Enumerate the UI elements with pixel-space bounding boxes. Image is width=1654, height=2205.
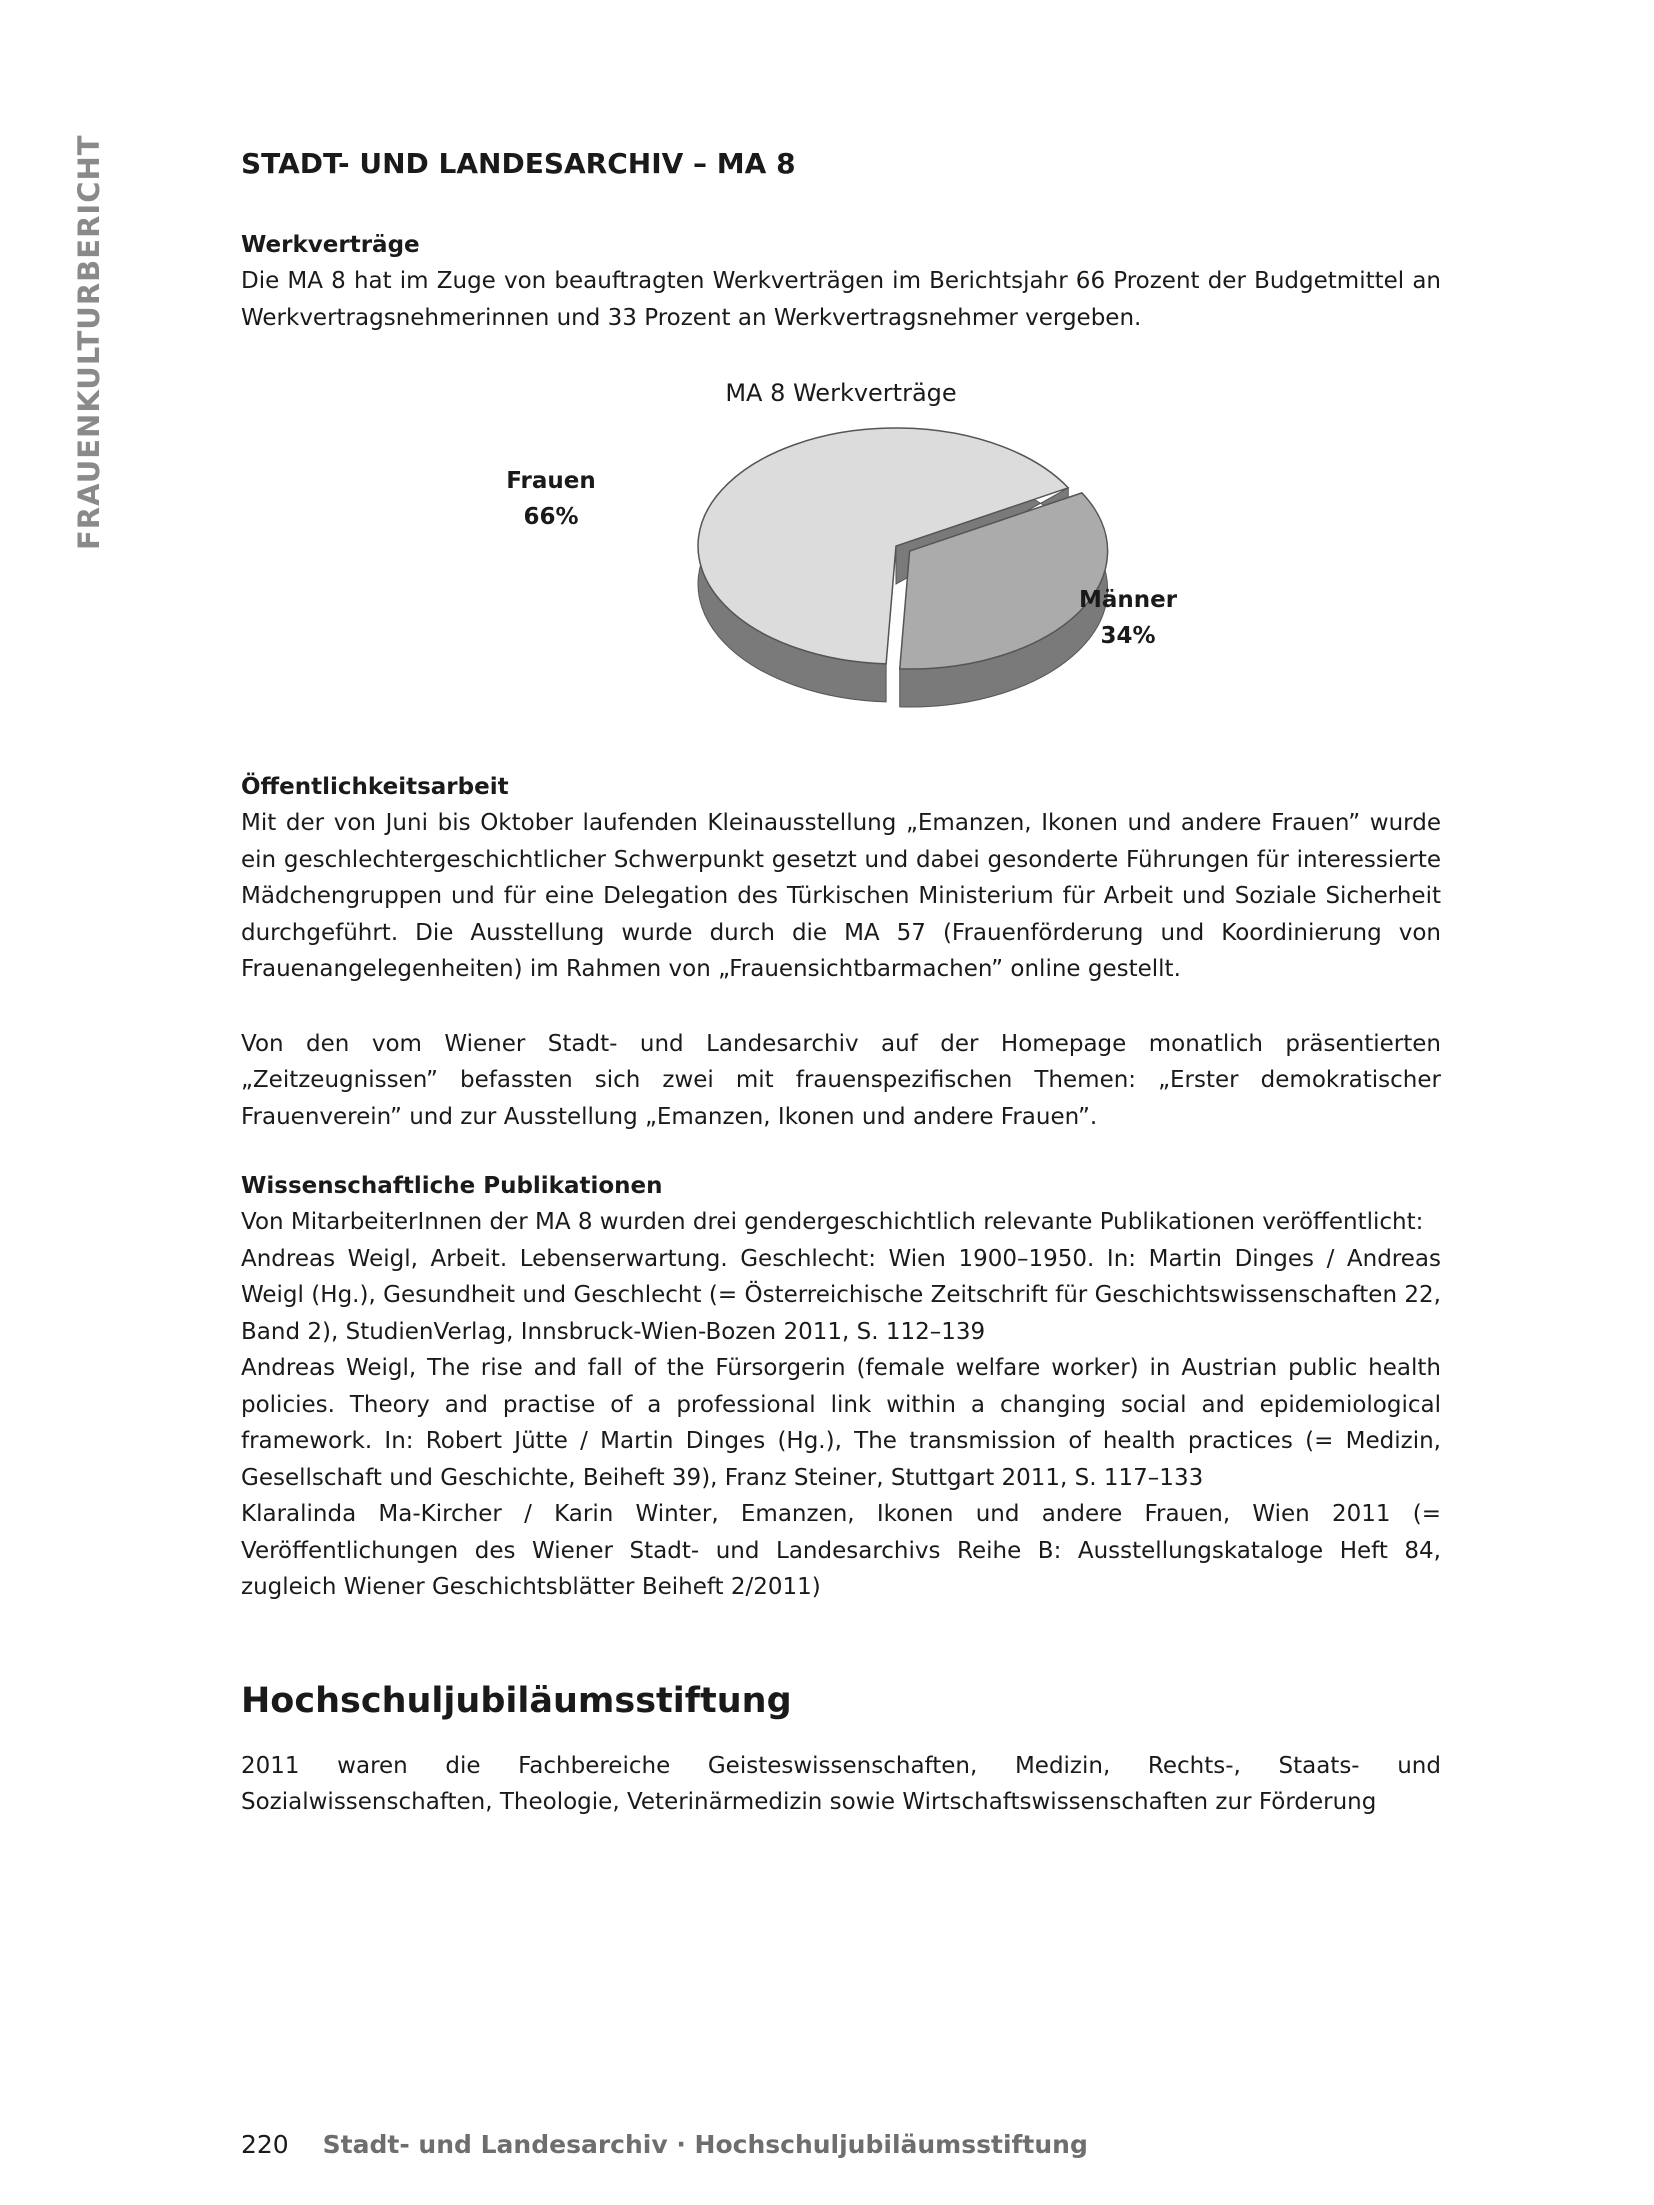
werkvertraege-heading: Werkverträge (241, 232, 420, 258)
publikation-item: Klaralinda Ma-Kircher / Karin Winter, Emanzen, Ikonen und andere Frauen, Wien 2011 (= Veröffentlichungen des Wiener Stadt- und Landesarchivs Reihe B: Ausstellungskataloge Heft 84, zugleich Wiener Geschichtsblätter Beiheft 2/2011) (241, 1501, 1441, 1600)
running-title: Stadt- und Landesarchiv · Hochschuljubiläumsstiftung (322, 2130, 1088, 2159)
chart-title: MA 8 Werkverträge (725, 379, 957, 407)
hochschul-text: 2011 waren die Fachbereiche Geisteswissenschaften, Medizin, Rechts-, Staats- und Sozialwissenschaften, Theologie, Veterinärmedizin sowie Wirtschaftswissenschaften zur Förderung (241, 1752, 1441, 1815)
publikation-item: Andreas Weigl, Arbeit. Lebenserwartung. Geschlecht: Wien 1900–1950. In: Martin Dinges / Andreas Weigl (Hg.), Gesundheit und Geschlecht (= Österreichische Zeitschrift für Geschichtswissenschaften 22, Band 2), StudienVerlag, Innsbruck-Wien-Bozen 2011, S. 112–139 (241, 1245, 1441, 1345)
legend-label-maenner: Männer (1078, 587, 1178, 613)
page-number: 220 (241, 2130, 289, 2159)
publikationen-intro: Von MitarbeiterInnen der MA 8 wurden drei gendergeschichtlich relevante Publikationen veröffentlicht: (241, 1209, 1424, 1235)
section-title: STADT- UND LANDESARCHIV – MA 8 (241, 147, 796, 180)
legend-label-frauen: Frauen (506, 468, 596, 494)
legend-value-frauen: 66% (523, 504, 579, 530)
legend-value-maenner: 34% (1100, 623, 1156, 649)
oeffentlichkeitsarbeit-heading: Öffentlichkeitsarbeit (241, 774, 509, 800)
side-label-text: FRAUENKULTURBERICHT (72, 134, 106, 550)
page-footer (241, 2130, 1088, 2159)
hochschul-title: Hochschuljubiläumsstiftung (241, 1680, 792, 1721)
pie-chart-svg (241, 356, 1441, 716)
publikationen-heading: Wissenschaftliche Publikationen (241, 1173, 663, 1199)
oeffentlichkeitsarbeit-p1: Mit der von Juni bis Oktober laufenden Kleinausstellung „Emanzen, Ikonen und andere Frauen” wurde ein geschlechtergeschichtlicher Schwerpunkt gesetzt und dabei gesonderte Führungen für interessierte Mädchengruppen und für eine Delegation des Türkischen Ministerium für Arbeit und Soziale Sicherheit durchgeführt. Die Ausstellung wurde durch die MA 57 (Frauenförderung und Koordinierung von Frauenangelegenheiten) im Rahmen von „Frauensichtbarmachen” online gestellt. (241, 810, 1441, 982)
pie-chart (241, 356, 1441, 716)
side-running-label (72, 134, 112, 560)
publikation-item: Andreas Weigl, The rise and fall of the Fürsorgerin (female welfare worker) in Austrian public health policies. Theory and practise of a professional link within a changing social and epidemiological framework. In: Robert Jütte / Martin Dinges (Hg.), The transmission of health practices (= Medizin, Gesellschaft und Geschichte, Beiheft 39), Franz Steiner, Stuttgart 2011, S. 117–133 (241, 1355, 1441, 1491)
page-content (241, 140, 1441, 1821)
werkvertraege-text: Die MA 8 hat im Zuge von beauftragten Werkverträgen im Berichtsjahr 66 Prozent der Budgetmittel an Werkvertragsnehmerinnen und 33 Prozent an Werkvertragsnehmer vergeben. (241, 268, 1441, 331)
publikationen-section (241, 1169, 1441, 1606)
oeffentlichkeitsarbeit-p2: Von den vom Wiener Stadt- und Landesarchiv auf der Homepage monatlich präsentierten „Zeitzeugnissen” befassten sich zwei mit frauenspezifischen Themen: „Erster demokratischer Frauenverein” und zur Ausstellung „Emanzen, Ikonen und andere Frauen”. (241, 1030, 1441, 1130)
